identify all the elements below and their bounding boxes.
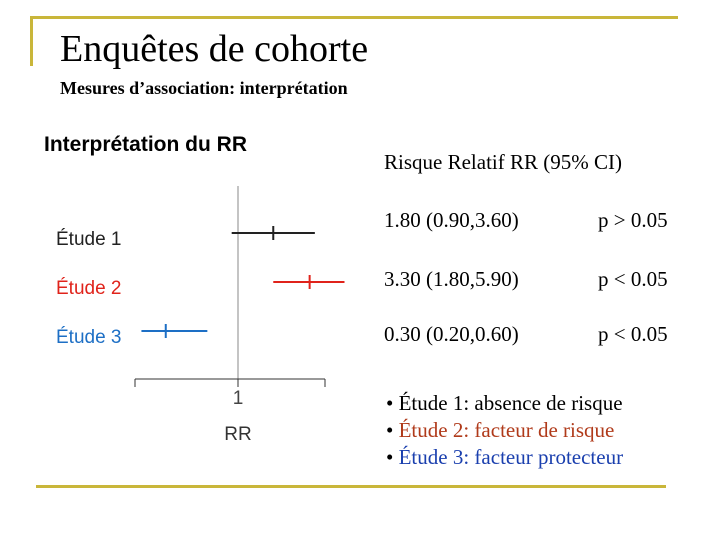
bullet-text: : facteur de risque bbox=[463, 418, 615, 442]
bullet-text: : facteur protecteur bbox=[463, 445, 624, 469]
bullet-item-3 bbox=[386, 444, 623, 471]
bullet-item-1 bbox=[386, 390, 623, 417]
bullet-prefix: • bbox=[386, 445, 399, 469]
bullet-study: Étude 3 bbox=[398, 445, 464, 469]
bullet-item-2 bbox=[386, 417, 623, 444]
row-3-p: p < 0.05 bbox=[598, 322, 668, 346]
study-label: Étude 2 bbox=[56, 278, 122, 299]
table-header: Risque Relatif RR (95% CI) bbox=[384, 150, 622, 174]
row-2-p: p < 0.05 bbox=[598, 267, 668, 291]
row-1-p: p > 0.05 bbox=[598, 208, 668, 232]
slide-title: Enquêtes de cohorte bbox=[60, 28, 369, 70]
bullet-study: Étude 2 bbox=[398, 418, 464, 442]
slide-subtitle: Mesures d’association: interprétation bbox=[60, 78, 348, 98]
bullet-study: Étude 1 bbox=[398, 391, 464, 415]
bottom-border-line bbox=[36, 485, 666, 488]
row-3-ci: 0.30 (0.20,0.60) bbox=[384, 322, 519, 346]
row-1-ci: 1.80 (0.90,3.60) bbox=[384, 208, 519, 232]
study-label: Étude 1 bbox=[56, 229, 122, 250]
x-axis-label: RR bbox=[224, 424, 252, 445]
interpretation-list bbox=[386, 390, 623, 471]
row-2-ci: 3.30 (1.80,5.90) bbox=[384, 267, 519, 291]
x-tick-label: 1 bbox=[232, 388, 244, 409]
bullet-text: : absence de risque bbox=[463, 391, 623, 415]
section-heading: Interprétation du RR bbox=[44, 133, 247, 156]
bullet-prefix: • bbox=[386, 418, 399, 442]
study-label: Étude 3 bbox=[56, 327, 122, 348]
bullet-prefix: • bbox=[386, 391, 399, 415]
